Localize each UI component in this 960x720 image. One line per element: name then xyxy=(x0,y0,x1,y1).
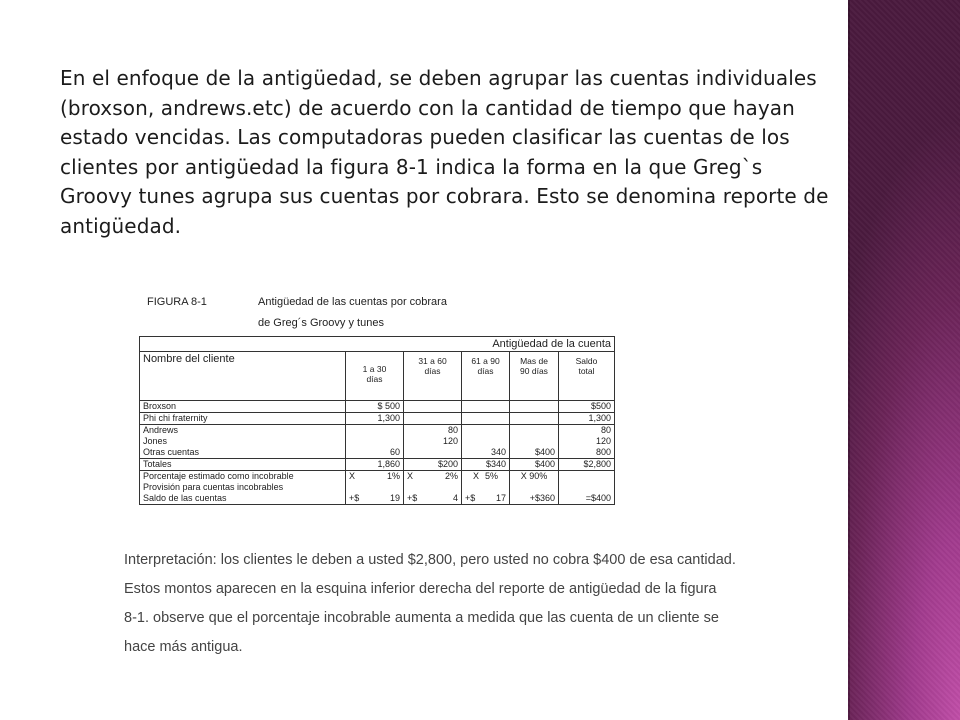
client-header: Nombre del cliente xyxy=(140,352,346,401)
main-paragraph: En el enfoque de la antigüedad, se deben agrupar las cuentas individuales (broxson, andrews.etc) de acuerdo con la cantidad de tiempo que hayan estado vencidas. Las computadoras pueden clasificar las cuentas de los clientes por antigüedad la figura 8-1 indica la forma en la que Greg`s Groovy tunes agrupa sus cuentas por cobrara. Esto se denomina reporte de antigüedad. xyxy=(60,66,829,238)
col-header-1-30: 1 a 30 días xyxy=(362,364,387,384)
interpretation-line: Interpretación: los clientes le deben a usted $2,800, pero usted no cobra $400 de esa cantidad. xyxy=(124,552,736,568)
provision-row: Provisión para cuentas incobrables xyxy=(140,482,615,493)
figure-title-line1: Antigüedad de las cuentas por cobrara xyxy=(258,296,447,308)
figure-label: FIGURA 8-1 xyxy=(147,296,207,308)
totals-row: Totales 1,860 $200 $340 $400 $2,800 xyxy=(140,459,615,471)
col-header-total: Saldo total xyxy=(575,356,598,376)
table-header-row xyxy=(140,337,615,352)
group-header: Antigüedad de la cuenta xyxy=(346,337,615,352)
interpretation-line: hace más antigua. xyxy=(124,639,243,655)
column-header-row xyxy=(140,352,615,401)
percentage-row: Porcentaje estimado como incobrable X 1% X 2% X 5% X 90% xyxy=(140,471,615,483)
interpretation-text xyxy=(124,546,824,662)
decorative-side-bar xyxy=(848,0,960,720)
table-row: Broxson $ 500 $500 xyxy=(140,401,615,413)
col-header-61-90: 61 a 90 días xyxy=(471,356,500,376)
aging-report-table xyxy=(139,336,615,505)
balance-row: Saldo de las cuentas +$ 19 +$ 4 +$ 17 +$360 =$400 xyxy=(140,493,615,505)
col-header-31-60: 31 a 60 días xyxy=(418,356,447,376)
col-header-90-plus: Mas de 90 días xyxy=(520,356,548,376)
interpretation-line: Estos montos aparecen en la esquina inferior derecha del reporte de antigüedad de la figura xyxy=(124,581,717,597)
table-row: Otras cuentas 60 340 $400 800 xyxy=(140,447,615,459)
figure-title-line2: de Greg´s Groovy y tunes xyxy=(258,317,384,329)
table-row: Jones 120 120 xyxy=(140,436,615,447)
table-row: Andrews 80 80 xyxy=(140,425,615,437)
table-row: Phi chi fraternity 1,300 1,300 xyxy=(140,413,615,425)
interpretation-line: 8-1. observe que el porcentaje incobrable aumenta a medida que las cuenta de un cliente se xyxy=(124,610,719,626)
